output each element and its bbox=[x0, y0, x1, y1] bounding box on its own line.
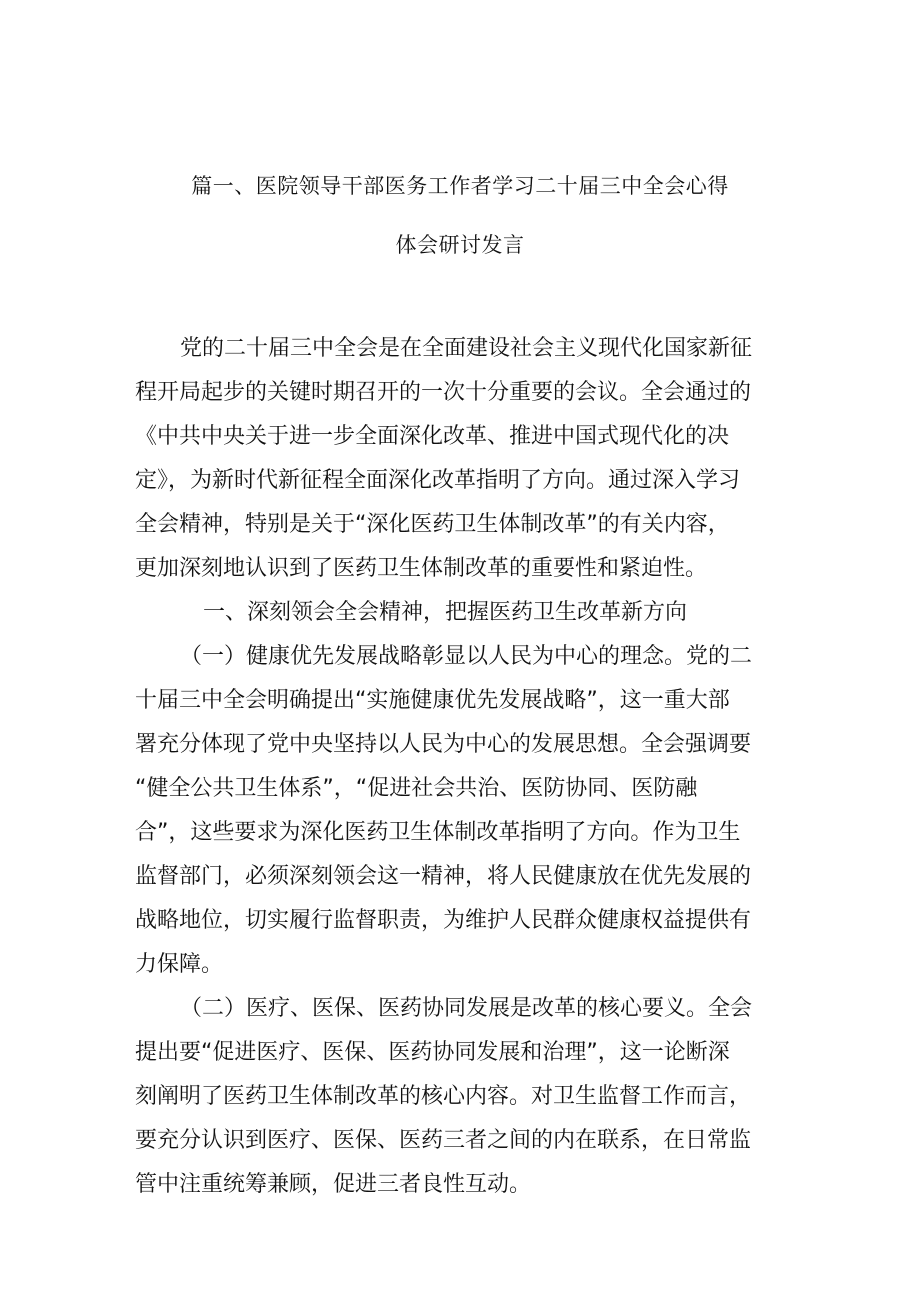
body-line: 程开局起步的关键时期召开的一次十分重要的会议。全会通过的 bbox=[135, 380, 752, 405]
body-line: 全会精神，特别是关于“深化医药卫生体制改革”的有关内容， bbox=[135, 512, 730, 537]
body-line: 提出要“促进医疗、医保、医药协同发展和治理”，这一论断深 bbox=[135, 1040, 730, 1065]
body-line: 合”，这些要求为深化医药卫生体制改革指明了方向。作为卫生 bbox=[135, 820, 741, 845]
body-line: 《中共中央关于进一步全面深化改革、推进中国式现代化的决 bbox=[135, 424, 730, 449]
body-line: 定》，为新时代新征程全面深化改革指明了方向。通过深入学习 bbox=[135, 468, 741, 493]
body-line: 力保障。 bbox=[135, 952, 224, 977]
body-line: 署充分体现了党中央坚持以人民为中心的发展思想。全会强调要 bbox=[135, 732, 752, 757]
section-heading: 一、深刻领会全会精神，把握医药卫生改革新方向 bbox=[203, 600, 688, 625]
document-title-line-2: 体会研讨发言 bbox=[395, 233, 525, 257]
body-line: 十届三中全会明确提出“实施健康优先发展战略”，这一重大部 bbox=[135, 688, 730, 713]
body-line: （一）健康优先发展战略彰显以人民为中心的理念。党的二 bbox=[180, 644, 753, 669]
body-line: 战略地位，切实履行监督职责，为维护人民群众健康权益提供有 bbox=[135, 908, 752, 933]
body-line: （二）医疗、医保、医药协同发展是改革的核心要义。全会 bbox=[180, 996, 753, 1021]
document-title-line-1: 篇一、医院领导干部医务工作者学习二十届三中全会心得 bbox=[191, 174, 729, 198]
body-line: 更加深刻地认识到了医药卫生体制改革的重要性和紧迫性。 bbox=[135, 556, 708, 581]
body-line: 刻阐明了医药卫生体制改革的核心内容。对卫生监督工作而言， bbox=[135, 1084, 752, 1109]
body-line: “健全公共卫生体系”，“促进社会共治、医防协同、医防融 bbox=[135, 776, 698, 801]
body-line: 监督部门，必须深刻领会这一精神，将人民健康放在优先发展的 bbox=[135, 864, 752, 889]
body-line: 党的二十届三中全会是在全面建设社会主义现代化国家新征 bbox=[180, 336, 753, 361]
body-line: 管中注重统筹兼顾，促进三者良性互动。 bbox=[135, 1172, 532, 1197]
body-line: 要充分认识到医疗、医保、医药三者之间的内在联系，在日常监 bbox=[135, 1128, 752, 1153]
